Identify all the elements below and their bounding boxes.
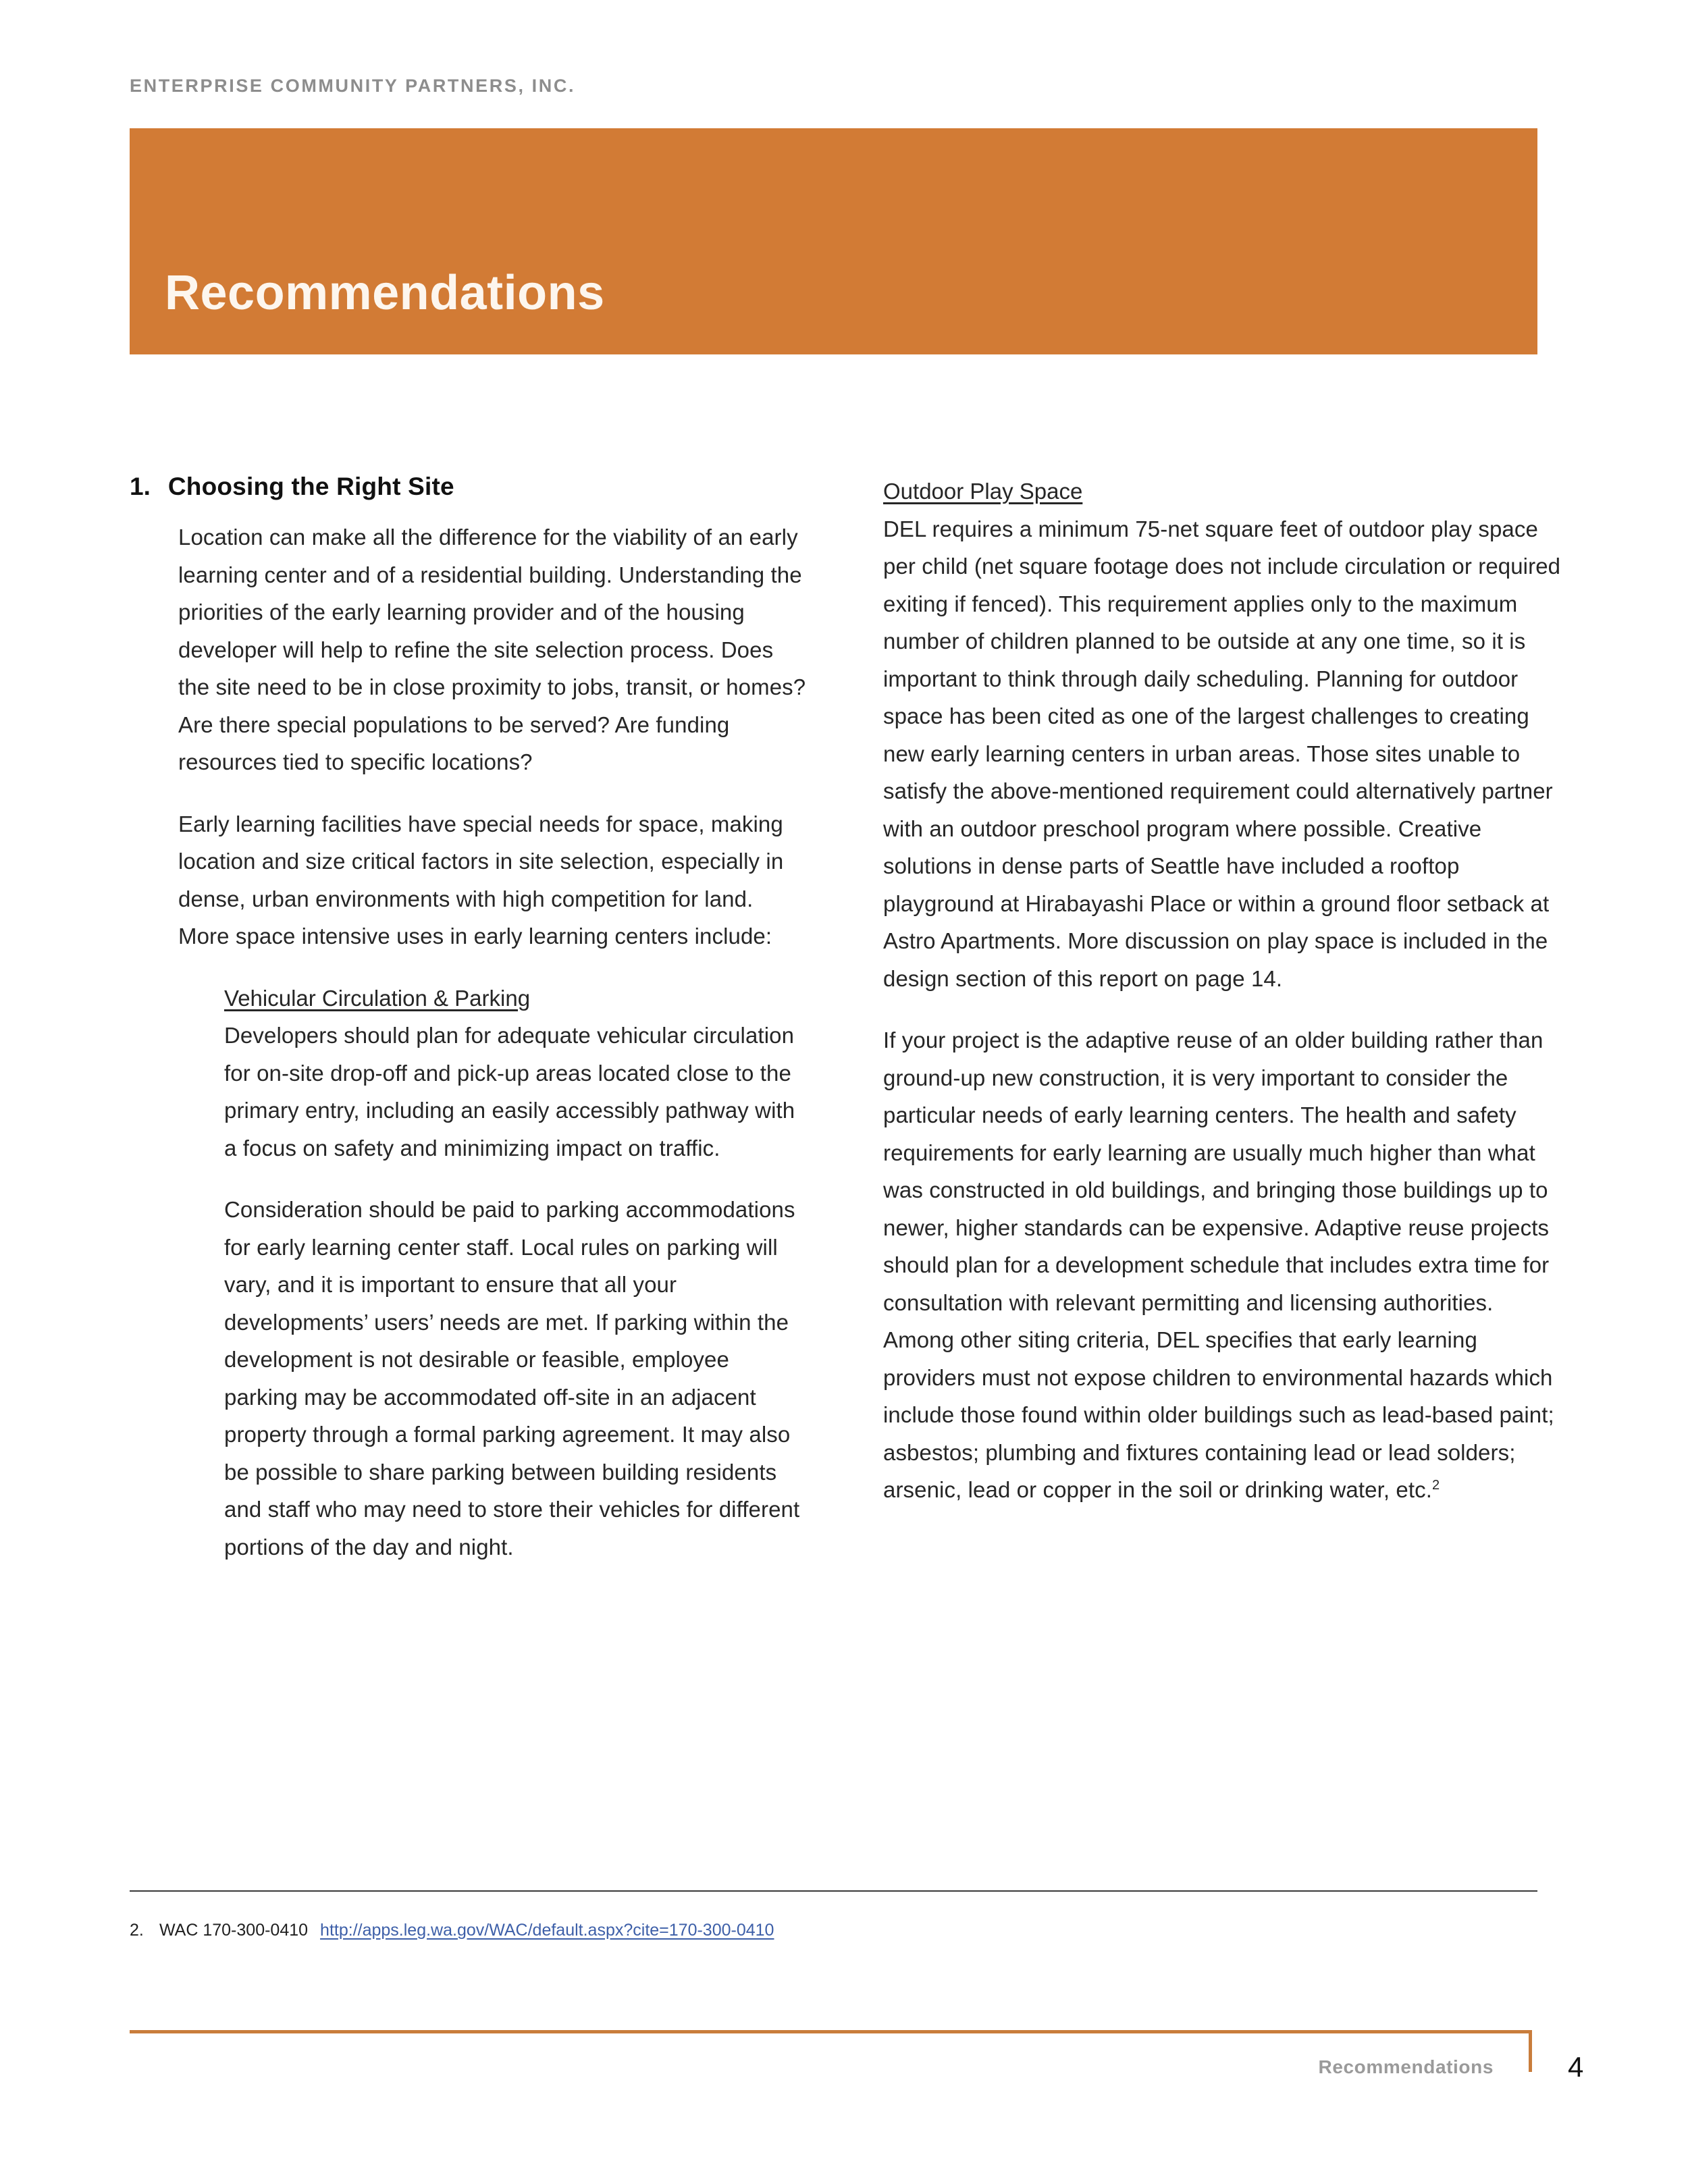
subsection-vehicular-circulation bbox=[130, 980, 808, 1566]
paragraph-adaptive-reuse-text: If your project is the adaptive reuse of an older building rather than ground-up new construction, it is very important to consider the particular needs of early learning centers. The health and safety requirements for early learning are usually much higher than what was constructed in old buildings, and bringing those buildings up to newer, higher standards can be expensive. Adaptive reuse projects should plan for a development schedule that includes extra time for consultation with relevant permitting and licensing authorities. Among other siting criteria, DEL specifies that early learning providers must not expose children to environmental hazards which include those found within older buildings such as lead-based paint; asbestos; plumbing and fixtures containing lead or lead solders; arsenic, lead or copper in the soil or drinking water, etc. bbox=[883, 1028, 1554, 1502]
subsection-heading-vehicular-circulation: Vehicular Circulation & Parking bbox=[224, 985, 531, 1011]
section-heading-row bbox=[130, 473, 808, 501]
footnote-link[interactable]: http://apps.leg.wa.gov/WAC/default.aspx?cite=170-300-0410 bbox=[320, 1921, 774, 1940]
section-number: 1. bbox=[130, 473, 151, 500]
footnote-text: WAC 170-300-0410 bbox=[159, 1921, 309, 1940]
banner-title: Recommendations bbox=[165, 266, 605, 320]
footer-rule-tick bbox=[1529, 2030, 1532, 2072]
subsection-heading-outdoor-play-space: Outdoor Play Space bbox=[883, 479, 1083, 504]
subsection-outdoor-play-space bbox=[883, 473, 1561, 997]
footnote-divider bbox=[130, 1890, 1537, 1892]
section-banner bbox=[130, 128, 1537, 354]
running-head: ENTERPRISE COMMUNITY PARTNERS, INC. bbox=[130, 76, 576, 96]
two-column-body bbox=[130, 473, 1561, 1566]
footer-section-label: Recommendations bbox=[1318, 2056, 1494, 2077]
paragraph-special-needs: Early learning facilities have special needs for space, making location and size critical factors in site selection, especially in dense, urban environments with high competition for land. More space intensive uses in early learning centers include: bbox=[178, 811, 784, 949]
paragraph-vehicular-circulation: Developers should plan for adequate vehicular circulation for on-site drop-off and pick-up areas located close to the primary entry, including an easily accessibly pathway with a focus on safety and minimizing impact on traffic. bbox=[224, 1023, 795, 1161]
section-heading: Choosing the Right Site bbox=[167, 473, 454, 500]
footer-rule bbox=[130, 2030, 1532, 2033]
right-column bbox=[883, 473, 1561, 1566]
paragraph-adaptive-reuse bbox=[883, 1021, 1561, 1509]
footnote-marker-2: 2 bbox=[1431, 1478, 1440, 1493]
footnote-entry bbox=[130, 1921, 774, 1940]
paragraph-outdoor-play-space: DEL requires a minimum 75-net square feet of outdoor play space per child (net square footage does not include circulation or required exiting if fenced). This requirement applies only to the maximum number of children planned to be outside at any one time, so it is important to think through daily scheduling. Planning for outdoor space has been cited as one of the largest challenges to creating new early learning centers in urban areas. Those sites unable to satisfy the above-mentioned requirement could alternatively partner with an outdoor preschool program where possible. Creative solutions in dense parts of Seattle have included a rooftop playground at Hirabayashi Place or within a ground floor setback at Astro Apartments. More discussion on play space is included in the design section of this report on page 14. bbox=[883, 516, 1561, 991]
paragraph-parking-accommodations: Consideration should be paid to parking accommodations for early learning center staff. Local rules on parking will vary, and it is important to ensure that all your developments’ users’ needs are met. If parking within the development is not desirable or feasible, employee parking may be accommodated off-site in an adjacent property through a formal parking agreement. It may also be possible to share parking between building residents and staff who may need to store their vehicles for different portions of the day and night. bbox=[224, 1197, 800, 1560]
paragraph-location-viability: Location can make all the difference for the viability of an early learning center and of a residential building. Understanding the priorities of the early learning provider and of the housing developer will help to refine the site selection process. Does the site need to be in close proximity to jobs, transit, or homes? Are there special populations to be served? Are funding resources tied to specific locations? bbox=[178, 525, 806, 774]
footer-page-number: 4 bbox=[1568, 2051, 1584, 2083]
left-column bbox=[130, 473, 808, 1566]
footnote-number: 2. bbox=[130, 1921, 144, 1940]
